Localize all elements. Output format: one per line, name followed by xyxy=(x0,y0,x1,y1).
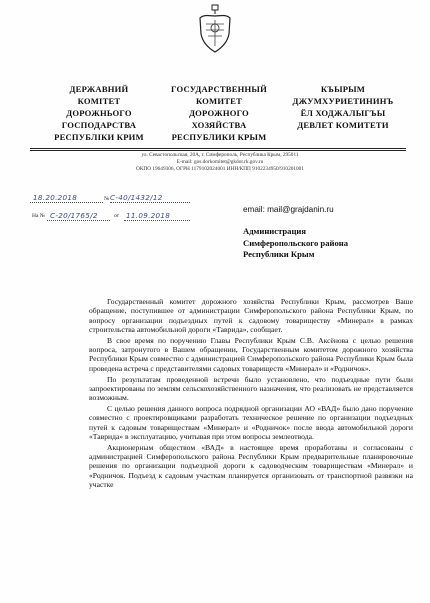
header-line: ДОРОЖНЬОГО xyxy=(66,108,132,118)
body-paragraph: С целью решения данного вопроса подрядной организации АО «ВАД» было дано поручение совместно с проектировщиками разработать техническое решение по организации подъездных путей к садовым товариществам «Минерал» и «Родничок» после ввода автомобильной дороги «Таврида» в эксплуатацию, учитывая при этом вопросы землеотвода. xyxy=(89,403,413,441)
header-line: ДЖУМХУРИЕТИНИНЪ xyxy=(292,96,394,106)
header-line: ХОЗЯЙСТВА xyxy=(191,120,247,130)
header-line: ДЕВЛЕТ КОМИТЕТИ xyxy=(297,120,389,130)
body-paragraph: Акционерным обществом «ВАД» в настоящее время проработаны и согласованы с администрацией Симферопольского района Республики Крым предварительные планировочные решения по организации подъездной дороги к садоводческим товариществам «Минерал» и «Родничок. Подъезд к садовым участкам планируется организовать от транспортной развязки на участке xyxy=(89,442,413,490)
header-divider xyxy=(30,148,406,149)
addressee-block xyxy=(243,226,348,261)
date-underline xyxy=(30,202,103,203)
header-line: ГОСУДАРСТВЕННЫЙ xyxy=(171,84,267,94)
header-line: ГОСПОДАРСТВА xyxy=(61,120,137,130)
reference-number-underline xyxy=(47,220,110,221)
addressee-line: Администрация xyxy=(243,226,307,236)
recipient-email: email: mail@grajdanin.ru xyxy=(243,205,334,214)
number-sign: № xyxy=(104,196,110,202)
body-paragraph: Государственный комитет дорожного хозяйства Республики Крым, рассмотрев Ваше обращение, поступившее от администрации Симферопольского района Республики Крым, по вопросу организации подъездных путей к садовому товариществу «Минерал» в рамках строительства автомобильной дороги «Таврида», сообщает. xyxy=(89,297,413,335)
reference-date: 11.09.2018 xyxy=(126,211,171,220)
header-ukrainian xyxy=(40,83,158,143)
coat-of-arms-icon xyxy=(196,4,234,54)
body-paragraph: По результатам проведенной встречи было установлено, что подъездные пути были запроектированы по землям сельскохозяйственного назначения, что реализовать не представляется возможным. xyxy=(89,374,413,403)
header-russian xyxy=(163,83,275,143)
header-line: КОМИТЕТ xyxy=(195,96,243,106)
number-underline xyxy=(110,202,190,203)
header-line: ДЕРЖАВНИЙ xyxy=(69,84,129,94)
header-line: ДОРОЖНОГО xyxy=(189,108,249,118)
header-line: ЁЛ ХОДЖАЛЫГЪЫ xyxy=(300,108,386,118)
reference-prefix: На № xyxy=(32,213,46,219)
header-line: КЪЫРЫМ xyxy=(320,84,366,94)
outgoing-number: С-40/1432/12 xyxy=(110,193,163,202)
registry-codes: ОКПО 19649306, ОГРН 1179102024001 ИНН/КПП 9102234950/910201001 xyxy=(136,166,304,172)
contact-email: E-mail: gos.dorkomitet@gkdor.rk.gov.ru xyxy=(176,159,264,165)
reference-date-underline xyxy=(124,220,190,221)
header-crimean-tatar xyxy=(278,83,408,131)
header-divider-thin xyxy=(30,150,406,151)
body-paragraph: В свое время по поручению Главы Республики Крым С.В. Аксёнова с целью решения вопроса, затронутого в Вашем обращении, Государственным комитетом дорожного хозяйства Республики Крым совместно с администрацией Симферопольского района Республики Крым была проведена встреча с представителями садовых товариществ «Минерал» и «Родничок». xyxy=(89,335,413,373)
letter-body xyxy=(89,297,413,491)
reference-number: С-20/1765/2 xyxy=(50,211,98,220)
header-line: КОМІТЕТ xyxy=(77,96,121,106)
addressee-line: Республики Крым xyxy=(243,249,315,259)
addressee-line: Симферопольского района xyxy=(243,237,349,248)
header-line: РЕСПУБЛИКИ КРЫМ xyxy=(171,132,267,142)
reference-ot: от xyxy=(114,213,120,219)
header-line: РЕСПУБЛІКИ КРИМ xyxy=(54,132,144,142)
postal-address: ул. Севастопольская, 20А, г. Симферополь, Республика Крым, 295011 xyxy=(141,152,299,158)
outgoing-date: 18.20.2018 xyxy=(33,193,78,202)
